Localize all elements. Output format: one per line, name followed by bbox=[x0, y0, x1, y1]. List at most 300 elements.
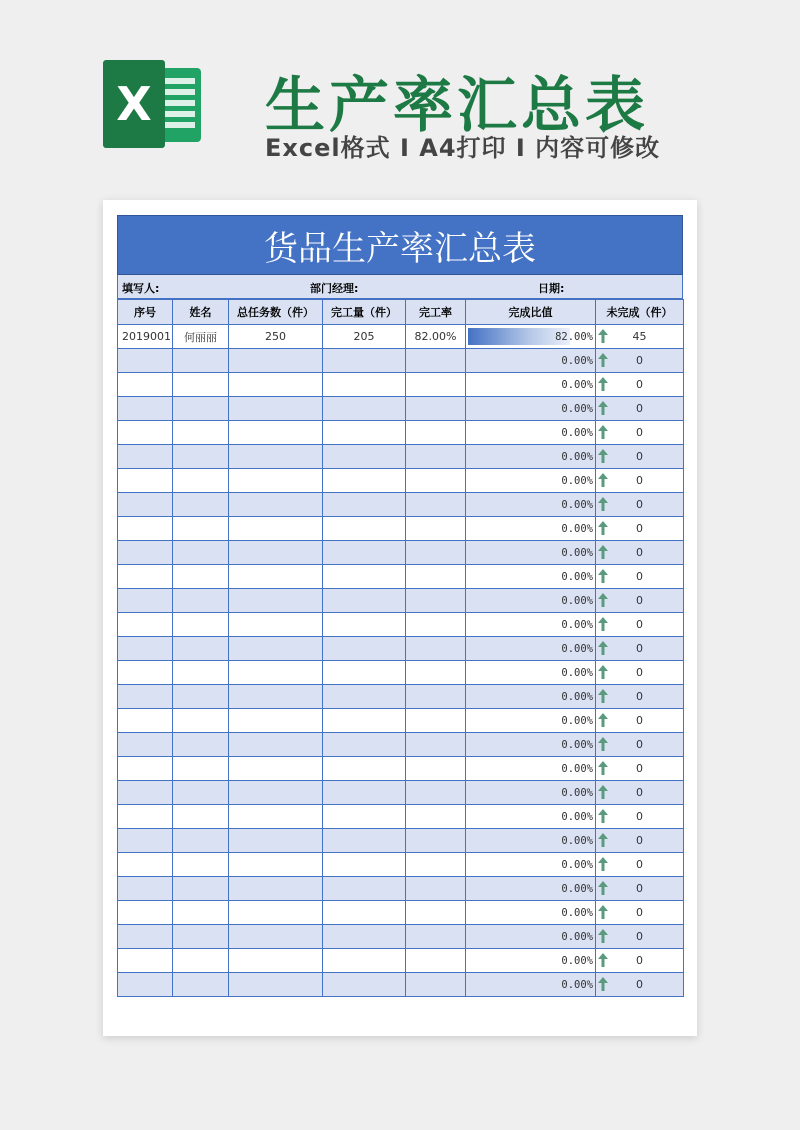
ratio-text: 0.00% bbox=[561, 883, 593, 895]
ratio-text: 0.00% bbox=[561, 547, 593, 559]
cell-id[interactable] bbox=[118, 541, 173, 565]
table-row bbox=[118, 757, 684, 781]
cell-remaining[interactable] bbox=[596, 901, 684, 925]
cell-name[interactable] bbox=[173, 805, 229, 829]
ratio-text: 0.00% bbox=[561, 379, 593, 391]
remaining-value: 0 bbox=[636, 450, 643, 463]
cell-name[interactable] bbox=[173, 445, 229, 469]
sheet-title[interactable]: 货品生产率汇总表 bbox=[117, 215, 683, 275]
ratio-text: 0.00% bbox=[561, 907, 593, 919]
cell-name[interactable] bbox=[173, 757, 229, 781]
cell-id[interactable] bbox=[118, 973, 173, 997]
cell-done[interactable] bbox=[323, 373, 406, 397]
remaining-value: 0 bbox=[636, 522, 643, 535]
cell-name[interactable] bbox=[173, 349, 229, 373]
up-arrow-icon bbox=[598, 977, 608, 991]
cell-id[interactable] bbox=[118, 829, 173, 853]
cell-rate[interactable] bbox=[406, 637, 466, 661]
data-table bbox=[117, 299, 684, 997]
cell-name[interactable] bbox=[173, 733, 229, 757]
cell-rate[interactable] bbox=[406, 973, 466, 997]
ratio-text: 0.00% bbox=[561, 571, 593, 583]
cell-total[interactable] bbox=[229, 445, 323, 469]
cell-done[interactable] bbox=[323, 829, 406, 853]
table-row bbox=[118, 349, 684, 373]
remaining-value: 0 bbox=[636, 618, 643, 631]
cell-rate[interactable] bbox=[406, 373, 466, 397]
table-row bbox=[118, 925, 684, 949]
cell-total[interactable] bbox=[229, 613, 323, 637]
cell-remaining[interactable] bbox=[596, 325, 684, 349]
table-row bbox=[118, 877, 684, 901]
up-arrow-icon bbox=[598, 905, 608, 919]
cell-ratio[interactable] bbox=[466, 493, 596, 517]
remaining-value: 0 bbox=[636, 594, 643, 607]
cell-remaining[interactable] bbox=[596, 661, 684, 685]
cell-done[interactable] bbox=[323, 661, 406, 685]
col-header-ratio[interactable]: 完成比值 bbox=[466, 300, 596, 325]
cell-remaining[interactable] bbox=[596, 445, 684, 469]
cell-ratio[interactable] bbox=[466, 589, 596, 613]
cell-done[interactable]: 205 bbox=[323, 325, 406, 349]
up-arrow-icon bbox=[598, 785, 608, 799]
remaining-value: 0 bbox=[636, 402, 643, 415]
cell-rate[interactable] bbox=[406, 685, 466, 709]
cell-ratio[interactable] bbox=[466, 349, 596, 373]
cell-ratio[interactable] bbox=[466, 445, 596, 469]
remaining-value: 0 bbox=[636, 666, 643, 679]
remaining-value: 0 bbox=[636, 570, 643, 583]
cell-total[interactable] bbox=[229, 637, 323, 661]
cell-id[interactable] bbox=[118, 373, 173, 397]
cell-ratio[interactable] bbox=[466, 685, 596, 709]
cell-id[interactable] bbox=[118, 877, 173, 901]
cell-done[interactable] bbox=[323, 517, 406, 541]
table-row bbox=[118, 709, 684, 733]
table-row bbox=[118, 397, 684, 421]
cell-done[interactable] bbox=[323, 901, 406, 925]
cell-remaining[interactable] bbox=[596, 757, 684, 781]
cell-done[interactable] bbox=[323, 685, 406, 709]
cell-name[interactable] bbox=[173, 925, 229, 949]
table-row bbox=[118, 373, 684, 397]
up-arrow-icon bbox=[598, 833, 608, 847]
cell-id[interactable] bbox=[118, 733, 173, 757]
cell-remaining[interactable] bbox=[596, 781, 684, 805]
hero-title: 生产率汇总表 bbox=[265, 71, 649, 141]
cell-remaining[interactable] bbox=[596, 973, 684, 997]
cell-remaining[interactable] bbox=[596, 541, 684, 565]
cell-ratio[interactable] bbox=[466, 325, 596, 349]
cell-ratio[interactable] bbox=[466, 757, 596, 781]
cell-total[interactable] bbox=[229, 349, 323, 373]
cell-rate[interactable] bbox=[406, 445, 466, 469]
cell-id[interactable] bbox=[118, 925, 173, 949]
cell-id[interactable] bbox=[118, 421, 173, 445]
cell-rate[interactable] bbox=[406, 949, 466, 973]
cell-id[interactable] bbox=[118, 397, 173, 421]
cell-total[interactable] bbox=[229, 973, 323, 997]
ratio-text: 0.00% bbox=[561, 523, 593, 535]
up-arrow-icon bbox=[598, 641, 608, 655]
cell-remaining[interactable] bbox=[596, 493, 684, 517]
ratio-text: 0.00% bbox=[561, 451, 593, 463]
cell-id[interactable] bbox=[118, 637, 173, 661]
cell-remaining[interactable] bbox=[596, 949, 684, 973]
ratio-text: 0.00% bbox=[561, 931, 593, 943]
col-header-name[interactable]: 姓名 bbox=[173, 300, 229, 325]
hero-subtitle: Excel格式 I A4打印 I 内容可修改 bbox=[265, 134, 661, 162]
col-header-done[interactable]: 完工量（件） bbox=[323, 300, 406, 325]
up-arrow-icon bbox=[598, 761, 608, 775]
remaining-value: 0 bbox=[636, 882, 643, 895]
cell-total[interactable] bbox=[229, 589, 323, 613]
cell-id[interactable] bbox=[118, 757, 173, 781]
table-row bbox=[118, 901, 684, 925]
table-row bbox=[118, 949, 684, 973]
cell-remaining[interactable] bbox=[596, 733, 684, 757]
up-arrow-icon bbox=[598, 449, 608, 463]
cell-rate[interactable] bbox=[406, 613, 466, 637]
ratio-text: 0.00% bbox=[561, 427, 593, 439]
cell-rate[interactable] bbox=[406, 541, 466, 565]
cell-done[interactable] bbox=[323, 349, 406, 373]
cell-rate[interactable] bbox=[406, 349, 466, 373]
cell-done[interactable] bbox=[323, 589, 406, 613]
cell-name[interactable] bbox=[173, 637, 229, 661]
ratio-text: 0.00% bbox=[561, 355, 593, 367]
remaining-value: 0 bbox=[636, 474, 643, 487]
cell-remaining[interactable] bbox=[596, 637, 684, 661]
cell-rate[interactable] bbox=[406, 709, 466, 733]
cell-id[interactable] bbox=[118, 445, 173, 469]
up-arrow-icon bbox=[598, 497, 608, 511]
remaining-value: 0 bbox=[636, 378, 643, 391]
date-label[interactable]: 日期: bbox=[538, 282, 565, 295]
cell-total[interactable] bbox=[229, 805, 323, 829]
ratio-text: 0.00% bbox=[561, 787, 593, 799]
cell-name[interactable] bbox=[173, 373, 229, 397]
table-row bbox=[118, 973, 684, 997]
cell-rate[interactable] bbox=[406, 493, 466, 517]
cell-total[interactable] bbox=[229, 565, 323, 589]
table-row bbox=[118, 805, 684, 829]
cell-name[interactable] bbox=[173, 853, 229, 877]
cell-remaining[interactable] bbox=[596, 373, 684, 397]
cell-done[interactable] bbox=[323, 445, 406, 469]
cell-ratio[interactable] bbox=[466, 805, 596, 829]
cell-done[interactable] bbox=[323, 925, 406, 949]
cell-total[interactable] bbox=[229, 709, 323, 733]
cell-ratio[interactable] bbox=[466, 541, 596, 565]
cell-total[interactable] bbox=[229, 733, 323, 757]
cell-rate[interactable] bbox=[406, 517, 466, 541]
table-row bbox=[118, 781, 684, 805]
cell-name[interactable] bbox=[173, 901, 229, 925]
manager-label[interactable]: 部门经理: bbox=[310, 282, 359, 295]
logo-letter: X bbox=[103, 60, 165, 148]
cell-id[interactable] bbox=[118, 349, 173, 373]
cell-done[interactable] bbox=[323, 781, 406, 805]
ratio-text: 0.00% bbox=[561, 739, 593, 751]
col-header-id[interactable]: 序号 bbox=[118, 300, 173, 325]
cell-remaining[interactable] bbox=[596, 925, 684, 949]
cell-name[interactable] bbox=[173, 829, 229, 853]
cell-total[interactable] bbox=[229, 493, 323, 517]
cell-ratio[interactable] bbox=[466, 637, 596, 661]
remaining-value: 0 bbox=[636, 954, 643, 967]
cell-id[interactable] bbox=[118, 589, 173, 613]
cell-total[interactable] bbox=[229, 949, 323, 973]
cell-done[interactable] bbox=[323, 877, 406, 901]
cell-ratio[interactable] bbox=[466, 709, 596, 733]
cell-ratio[interactable] bbox=[466, 733, 596, 757]
cell-remaining[interactable] bbox=[596, 349, 684, 373]
cell-remaining[interactable] bbox=[596, 469, 684, 493]
cell-done[interactable] bbox=[323, 397, 406, 421]
up-arrow-icon bbox=[598, 473, 608, 487]
cell-done[interactable] bbox=[323, 493, 406, 517]
table-row bbox=[118, 469, 684, 493]
cell-name[interactable] bbox=[173, 397, 229, 421]
cell-id[interactable] bbox=[118, 853, 173, 877]
up-arrow-icon bbox=[598, 377, 608, 391]
cell-remaining[interactable] bbox=[596, 853, 684, 877]
up-arrow-icon bbox=[598, 425, 608, 439]
cell-rate[interactable] bbox=[406, 565, 466, 589]
cell-remaining[interactable] bbox=[596, 709, 684, 733]
cell-rate[interactable]: 82.00% bbox=[406, 325, 466, 349]
table-row bbox=[118, 589, 684, 613]
ratio-text: 0.00% bbox=[561, 715, 593, 727]
up-arrow-icon bbox=[598, 617, 608, 631]
cell-name[interactable] bbox=[173, 517, 229, 541]
ratio-text: 0.00% bbox=[561, 691, 593, 703]
ratio-text: 0.00% bbox=[561, 475, 593, 487]
remaining-value: 0 bbox=[636, 930, 643, 943]
cell-ratio[interactable] bbox=[466, 397, 596, 421]
cell-name[interactable] bbox=[173, 973, 229, 997]
cell-ratio[interactable] bbox=[466, 781, 596, 805]
cell-rate[interactable] bbox=[406, 781, 466, 805]
cell-id[interactable] bbox=[118, 613, 173, 637]
cell-ratio[interactable] bbox=[466, 829, 596, 853]
cell-name[interactable] bbox=[173, 493, 229, 517]
header-row bbox=[118, 300, 684, 325]
cell-name[interactable] bbox=[173, 469, 229, 493]
cell-id[interactable] bbox=[118, 565, 173, 589]
cell-rate[interactable] bbox=[406, 469, 466, 493]
cell-total[interactable] bbox=[229, 517, 323, 541]
cell-done[interactable] bbox=[323, 973, 406, 997]
cell-done[interactable] bbox=[323, 709, 406, 733]
ratio-text: 0.00% bbox=[561, 619, 593, 631]
remaining-value: 0 bbox=[636, 546, 643, 559]
cell-rate[interactable] bbox=[406, 421, 466, 445]
cell-rate[interactable] bbox=[406, 757, 466, 781]
cell-done[interactable] bbox=[323, 637, 406, 661]
cell-name[interactable] bbox=[173, 541, 229, 565]
cell-done[interactable] bbox=[323, 949, 406, 973]
up-arrow-icon bbox=[598, 953, 608, 967]
up-arrow-icon bbox=[598, 401, 608, 415]
cell-done[interactable] bbox=[323, 469, 406, 493]
table-row bbox=[118, 565, 684, 589]
cell-id[interactable] bbox=[118, 901, 173, 925]
remaining-value: 0 bbox=[636, 834, 643, 847]
table-row bbox=[118, 325, 684, 349]
remaining-value: 0 bbox=[636, 762, 643, 775]
col-header-remaining[interactable]: 未完成（件） bbox=[596, 300, 684, 325]
up-arrow-icon bbox=[598, 737, 608, 751]
table-row bbox=[118, 445, 684, 469]
cell-remaining[interactable] bbox=[596, 397, 684, 421]
cell-name[interactable] bbox=[173, 589, 229, 613]
cell-ratio[interactable] bbox=[466, 853, 596, 877]
cell-remaining[interactable] bbox=[596, 805, 684, 829]
cell-id[interactable] bbox=[118, 781, 173, 805]
table-row bbox=[118, 541, 684, 565]
cell-ratio[interactable] bbox=[466, 949, 596, 973]
cell-ratio[interactable] bbox=[466, 661, 596, 685]
cell-rate[interactable] bbox=[406, 397, 466, 421]
cell-done[interactable] bbox=[323, 613, 406, 637]
cell-id[interactable] bbox=[118, 685, 173, 709]
up-arrow-icon bbox=[598, 353, 608, 367]
cell-id[interactable]: 2019001 bbox=[118, 325, 173, 349]
ratio-text: 0.00% bbox=[561, 859, 593, 871]
cell-ratio[interactable] bbox=[466, 613, 596, 637]
cell-total[interactable] bbox=[229, 469, 323, 493]
cell-name[interactable] bbox=[173, 877, 229, 901]
cell-ratio[interactable] bbox=[466, 565, 596, 589]
cell-remaining[interactable] bbox=[596, 685, 684, 709]
cell-name[interactable] bbox=[173, 949, 229, 973]
cell-id[interactable] bbox=[118, 949, 173, 973]
cell-total[interactable] bbox=[229, 541, 323, 565]
cell-total[interactable] bbox=[229, 901, 323, 925]
remaining-value: 0 bbox=[636, 714, 643, 727]
cell-remaining[interactable] bbox=[596, 829, 684, 853]
col-header-rate[interactable]: 完工率 bbox=[406, 300, 466, 325]
cell-name[interactable]: 何丽丽 bbox=[173, 325, 229, 349]
ratio-text: 82.00% bbox=[555, 331, 593, 343]
cell-ratio[interactable] bbox=[466, 373, 596, 397]
cell-id[interactable] bbox=[118, 517, 173, 541]
cell-done[interactable] bbox=[323, 853, 406, 877]
cell-total[interactable] bbox=[229, 757, 323, 781]
cell-rate[interactable] bbox=[406, 925, 466, 949]
cell-remaining[interactable] bbox=[596, 565, 684, 589]
up-arrow-icon bbox=[598, 329, 608, 343]
cell-done[interactable] bbox=[323, 541, 406, 565]
cell-name[interactable] bbox=[173, 661, 229, 685]
remaining-value: 0 bbox=[636, 978, 643, 991]
cell-ratio[interactable] bbox=[466, 469, 596, 493]
cell-id[interactable] bbox=[118, 661, 173, 685]
up-arrow-icon bbox=[598, 929, 608, 943]
cell-rate[interactable] bbox=[406, 901, 466, 925]
col-header-total[interactable]: 总任务数（件） bbox=[229, 300, 323, 325]
cell-total[interactable]: 250 bbox=[229, 325, 323, 349]
cell-name[interactable] bbox=[173, 565, 229, 589]
cell-total[interactable] bbox=[229, 877, 323, 901]
cell-rate[interactable] bbox=[406, 877, 466, 901]
cell-done[interactable] bbox=[323, 757, 406, 781]
cell-name[interactable] bbox=[173, 421, 229, 445]
ratio-text: 0.00% bbox=[561, 835, 593, 847]
table-row bbox=[118, 613, 684, 637]
up-arrow-icon bbox=[598, 809, 608, 823]
cell-ratio[interactable] bbox=[466, 877, 596, 901]
cell-name[interactable] bbox=[173, 613, 229, 637]
cell-rate[interactable] bbox=[406, 589, 466, 613]
cell-ratio[interactable] bbox=[466, 925, 596, 949]
cell-total[interactable] bbox=[229, 397, 323, 421]
cell-rate[interactable] bbox=[406, 733, 466, 757]
cell-total[interactable] bbox=[229, 373, 323, 397]
cell-done[interactable] bbox=[323, 805, 406, 829]
remaining-value: 0 bbox=[636, 738, 643, 751]
cell-name[interactable] bbox=[173, 781, 229, 805]
cell-total[interactable] bbox=[229, 925, 323, 949]
ratio-text: 0.00% bbox=[561, 499, 593, 511]
up-arrow-icon bbox=[598, 521, 608, 535]
cell-id[interactable] bbox=[118, 709, 173, 733]
cell-ratio[interactable] bbox=[466, 517, 596, 541]
cell-ratio[interactable] bbox=[466, 973, 596, 997]
remaining-value: 0 bbox=[636, 858, 643, 871]
cell-total[interactable] bbox=[229, 853, 323, 877]
cell-rate[interactable] bbox=[406, 829, 466, 853]
cell-total[interactable] bbox=[229, 781, 323, 805]
cell-remaining[interactable] bbox=[596, 421, 684, 445]
remaining-value: 0 bbox=[636, 786, 643, 799]
cell-total[interactable] bbox=[229, 829, 323, 853]
cell-remaining[interactable] bbox=[596, 517, 684, 541]
cell-rate[interactable] bbox=[406, 661, 466, 685]
cell-name[interactable] bbox=[173, 709, 229, 733]
cell-id[interactable] bbox=[118, 469, 173, 493]
cell-ratio[interactable] bbox=[466, 901, 596, 925]
table-row bbox=[118, 421, 684, 445]
cell-name[interactable] bbox=[173, 685, 229, 709]
cell-remaining[interactable] bbox=[596, 877, 684, 901]
ratio-text: 0.00% bbox=[561, 979, 593, 991]
cell-rate[interactable] bbox=[406, 805, 466, 829]
excel-logo-icon bbox=[103, 60, 203, 148]
up-arrow-icon bbox=[598, 881, 608, 895]
table-row bbox=[118, 685, 684, 709]
cell-rate[interactable] bbox=[406, 853, 466, 877]
cell-total[interactable] bbox=[229, 685, 323, 709]
up-arrow-icon bbox=[598, 545, 608, 559]
cell-total[interactable] bbox=[229, 661, 323, 685]
cell-total[interactable] bbox=[229, 421, 323, 445]
filler-label[interactable]: 填写人: bbox=[122, 282, 160, 295]
cell-remaining[interactable] bbox=[596, 613, 684, 637]
cell-remaining[interactable] bbox=[596, 589, 684, 613]
cell-done[interactable] bbox=[323, 565, 406, 589]
cell-id[interactable] bbox=[118, 805, 173, 829]
cell-ratio[interactable] bbox=[466, 421, 596, 445]
up-arrow-icon bbox=[598, 689, 608, 703]
cell-id[interactable] bbox=[118, 493, 173, 517]
ratio-text: 0.00% bbox=[561, 595, 593, 607]
up-arrow-icon bbox=[598, 665, 608, 679]
cell-done[interactable] bbox=[323, 733, 406, 757]
cell-done[interactable] bbox=[323, 421, 406, 445]
